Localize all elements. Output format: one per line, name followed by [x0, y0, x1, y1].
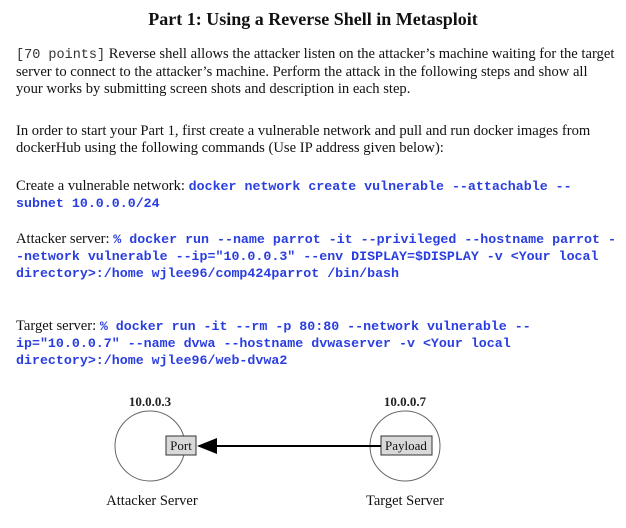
attacker-command: % docker run --name parrot -it --privileged --hostname parrot --network vulnerable --ip="10.0.0.3" --env DISPLAY=$DISPLAY -v <Your local directory>:/home wjlee96/comp424parrot /bin/bash: [16, 232, 616, 281]
intro-paragraph: [16, 46, 616, 98]
port-label: Port: [170, 438, 192, 453]
target-caption: Target Server: [365, 493, 445, 509]
target-step: [16, 318, 616, 369]
points-label: [70 points]: [16, 48, 106, 63]
attacker-label: Attacker server:: [16, 231, 114, 247]
network-command: docker network create vulnerable --attachable --subnet 10.0.0.0/24: [16, 179, 572, 211]
attacker-step: [16, 231, 616, 282]
page-title: Part 1: Using a Reverse Shell in Metasploit: [148, 9, 478, 29]
network-diagram: [0, 388, 626, 518]
attacker-caption: Attacker Server: [106, 493, 198, 509]
network-label: Create a vulnerable network:: [16, 178, 189, 194]
intro-text: Reverse shell allows the attacker listen on the attacker’s machine waiting for the target server to connect to the attacker’s machine. Perform the attack in the following steps and show all your works by submitting screen shots and description in each step.: [16, 46, 615, 97]
payload-label: Payload: [385, 438, 427, 453]
target-ip: 10.0.0.7: [383, 394, 427, 409]
network-step: [16, 178, 616, 212]
target-label: Target server:: [16, 318, 100, 334]
attacker-ip: 10.0.0.3: [128, 394, 172, 409]
target-command: % docker run -it --rm -p 80:80 --network vulnerable --ip="10.0.0.7" --name dvwa --hostname dvwaserver -v <Your local directory>:/home wjlee96/web-dvwa2: [16, 319, 531, 368]
intro-paragraph-2: In order to start your Part 1, first create a vulnerable network and pull and run docker images from dockerHub using the following commands (Use IP address given below):: [16, 123, 591, 156]
